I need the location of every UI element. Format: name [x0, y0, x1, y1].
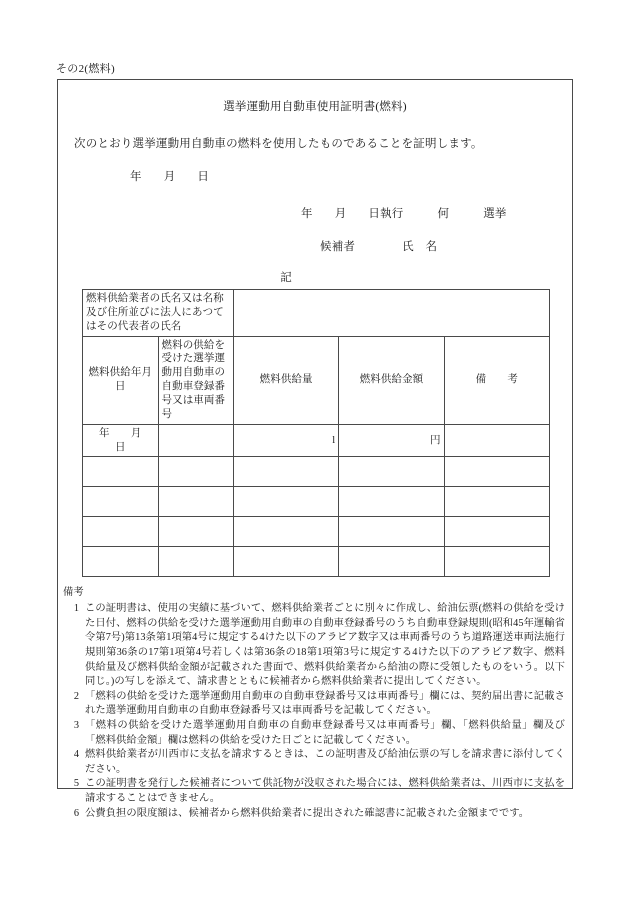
cell-supply-date[interactable]	[83, 517, 159, 547]
table-row-supplier	[83, 290, 550, 337]
issue-date-month: 月	[163, 171, 176, 183]
header-supply-date: 燃料供給年月日	[83, 336, 159, 424]
ki-marker: 記	[280, 272, 292, 284]
cell-quantity[interactable]: l	[234, 424, 339, 457]
table-row	[83, 487, 550, 517]
cell-amount[interactable]	[339, 457, 444, 487]
table-row	[83, 424, 550, 457]
cell-remarks[interactable]	[444, 487, 549, 517]
issue-date-line	[58, 168, 572, 184]
note-number: 4	[73, 749, 80, 761]
note-text: この証明書は、使用の実績に基づいて、燃料供給業者ごとに別々に作成し、給油伝票(燃料の供給を受けた日付、燃料の供給を受けた選挙運動用自動車の自動車登録番号のうち自動車登録規則(昭和45年運輸省令第7号)第13条第1項第4号に規定する4けた以下のアラビア数字又は車両番号のうち道路運送車両法施行規則第36条の17第1項第4号若しくは第36条の18第1項第3号に規定する4けた以下のアラビア数字、燃料供給量及び燃料供給金額が記載された書面で、燃料供給業者から給油の際に受領したものをいう。以下同じ。)の写しを添えて、請求書とともに候補者から燃料供給業者に提出してください。	[85, 603, 565, 688]
note-item	[63, 602, 565, 690]
cell-supply-date[interactable]	[83, 457, 159, 487]
note-item	[63, 690, 565, 719]
cell-remarks[interactable]	[444, 517, 549, 547]
cell-amount[interactable]: 円	[339, 424, 444, 457]
cell-quantity[interactable]	[234, 457, 339, 487]
cell-vehicle-number[interactable]	[158, 424, 234, 457]
exec-day: 日執行	[368, 208, 404, 220]
certificate-frame	[57, 79, 573, 819]
supplier-value-cell[interactable]	[234, 290, 550, 337]
note-item	[63, 777, 565, 806]
cell-amount[interactable]	[339, 517, 444, 547]
header-remarks: 備 考	[444, 336, 549, 424]
header-vehicle-number: 燃料の供給を受けた選挙運動用自動車の自動車登録番号又は車両番号	[158, 336, 234, 424]
candidate-name-label: 氏 名	[402, 241, 438, 253]
note-text: 燃料供給業者が川西市に支払を請求するときは、この証明書及び給油伝票の写しを請求書に添付してください。	[85, 749, 565, 775]
form-tag: その2(燃料)	[56, 63, 115, 75]
exec-election: 選挙	[483, 208, 507, 220]
cell-quantity[interactable]	[234, 487, 339, 517]
cell-remarks[interactable]	[444, 457, 549, 487]
cell-quantity[interactable]	[234, 547, 339, 577]
header-quantity: 燃料供給量	[234, 336, 339, 424]
candidate-label: 候補者	[320, 241, 356, 253]
note-item	[63, 748, 565, 777]
header-amount: 燃料供給金額	[339, 336, 444, 424]
note-text: 「燃料の供給を受けた選挙運動用自動車の自動車登録番号又は車両番号」欄には、契約届出書に記載された選挙運動用自動車の自動車登録番号又は車両番号を記載してください。	[85, 690, 565, 717]
exec-what: 何	[437, 208, 450, 220]
exec-year: 年	[301, 208, 313, 220]
notes-section	[58, 586, 572, 821]
cell-vehicle-number[interactable]	[158, 457, 234, 487]
cell-amount[interactable]	[339, 547, 444, 577]
fuel-usage-table	[82, 289, 550, 577]
note-text: 「燃料の供給を受けた選挙運動用自動車の自動車登録番号又は車両番号」欄、「燃料供給量」欄及び「燃料供給金額」欄は燃料の供給を受けた日ごとに記載してください。	[85, 719, 565, 746]
note-number: 2	[73, 690, 80, 702]
cell-vehicle-number[interactable]	[158, 547, 234, 577]
note-number: 6	[73, 807, 80, 819]
table-header-row	[83, 336, 550, 424]
note-text: この証明書を発行した候補者について供託物が没収された場合には、燃料供給業者は、川西市に支払を請求することはできません。	[85, 778, 565, 804]
note-number: 1	[73, 603, 80, 615]
table-row	[83, 547, 550, 577]
table-row	[83, 517, 550, 547]
cell-supply-date[interactable]: 年 月 日	[83, 424, 159, 457]
candidate-line	[58, 238, 572, 254]
notes-heading: 備考	[63, 587, 84, 599]
issue-date-day: 日	[197, 171, 210, 183]
cell-vehicle-number[interactable]	[158, 517, 234, 547]
note-item	[63, 719, 565, 748]
certificate-title: 選挙運動用自動車使用証明書(燃料)	[223, 101, 407, 113]
table-row	[83, 457, 550, 487]
exec-month: 月	[334, 208, 347, 220]
cell-quantity[interactable]	[234, 517, 339, 547]
cell-amount[interactable]	[339, 487, 444, 517]
issue-date-year: 年	[130, 171, 142, 183]
note-number: 3	[73, 719, 80, 731]
note-item	[63, 807, 565, 822]
note-number: 5	[73, 778, 80, 790]
supplier-label-cell: 燃料供給業者の氏名又は名称及び住所並びに法人にあつてはその代表者の氏名	[83, 290, 234, 337]
election-execution-line	[58, 205, 572, 221]
certificate-lead-text: 次のとおり選挙運動用自動車の燃料を使用したものであることを証明します。	[74, 138, 483, 150]
cell-remarks[interactable]	[444, 547, 549, 577]
form-table-wrapper	[58, 289, 572, 577]
cell-remarks[interactable]	[444, 424, 549, 457]
note-text: 公費負担の限度額は、候補者から燃料供給業者に提出された確認書に記載された金額までです。	[85, 807, 530, 819]
cell-supply-date[interactable]	[83, 547, 159, 577]
cell-supply-date[interactable]	[83, 487, 159, 517]
cell-vehicle-number[interactable]	[158, 487, 234, 517]
